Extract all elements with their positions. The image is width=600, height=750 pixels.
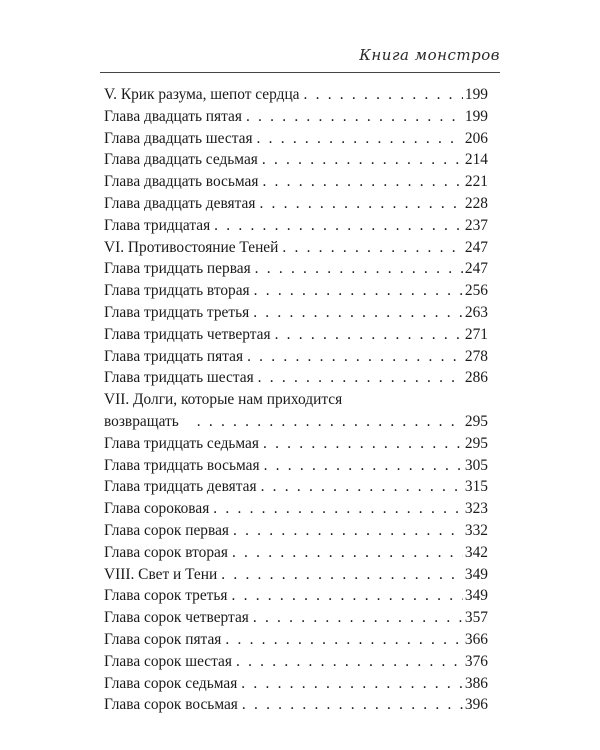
toc-entry-label: Глава сорок третья [104, 587, 228, 605]
toc-entry [104, 564, 488, 586]
toc-page-number: 332 [464, 521, 488, 539]
toc-page-number: 295 [464, 412, 488, 430]
toc-entry [104, 673, 488, 695]
toc-entry-label: Глава двадцать пятая [104, 107, 242, 125]
toc-entry-label: Глава двадцать девятая [104, 194, 256, 212]
toc-entry [104, 106, 488, 128]
toc-entry-label: Глава тридцать девятая [104, 478, 257, 496]
toc-page-number: 376 [464, 652, 488, 670]
toc-entry [104, 389, 488, 411]
toc-dot-leader [263, 433, 463, 455]
toc-page-number: 349 [464, 587, 488, 605]
toc-entry-label: VI. Противостояние Теней [104, 238, 279, 256]
toc-entry-label: Глава двадцать седьмая [104, 151, 258, 169]
toc-entry-label: Глава сорок вторая [104, 543, 228, 561]
toc-entry-label: VIII. Свет и Тени [104, 565, 218, 583]
toc-entry [104, 476, 488, 498]
toc-dot-leader [262, 171, 462, 193]
toc-entry [104, 694, 488, 716]
toc-page-number: 366 [464, 630, 488, 648]
toc-entry-label: Глава тридцать вторая [104, 282, 250, 300]
toc-entry-label: Глава двадцать восьмая [104, 173, 259, 191]
toc-dot-leader [255, 258, 463, 280]
toc-page-number: 386 [464, 674, 488, 692]
toc-page-number: 199 [464, 107, 488, 125]
header-rule [100, 72, 500, 73]
toc-entry-label: Глава сорок четвертая [104, 609, 249, 627]
toc-dot-leader [221, 564, 463, 586]
toc-entry-label: Глава тридцать седьмая [104, 434, 259, 452]
toc-page-number: 305 [464, 456, 488, 474]
toc-dot-leader [246, 106, 463, 128]
toc-page-number: 237 [464, 216, 488, 234]
toc-entry [104, 433, 488, 455]
toc-dot-leader [275, 324, 463, 346]
toc-entry-label: Глава двадцать шестая [104, 129, 253, 147]
toc-dot-leader [282, 237, 463, 259]
toc-entry-label: Глава сорок пятая [104, 630, 222, 648]
toc-dot-leader [254, 280, 463, 302]
toc-page-number: 286 [464, 369, 488, 387]
toc-dot-leader [261, 476, 463, 498]
toc-entry [104, 629, 488, 651]
toc-page-number: 263 [464, 303, 488, 321]
toc-entry [104, 302, 488, 324]
toc-dot-leader [233, 520, 463, 542]
toc-dot-leader [257, 128, 463, 150]
toc-entry [104, 607, 488, 629]
toc-entry-label: Глава тридцать первая [104, 260, 251, 278]
toc-page-number: 357 [464, 609, 488, 627]
toc-dot-leader [213, 498, 463, 520]
toc-dot-leader [253, 607, 463, 629]
toc-dot-leader [258, 367, 463, 389]
toc-entry [104, 215, 488, 237]
toc-dot-leader [259, 193, 462, 215]
running-head-title: Книга монстров [359, 46, 500, 64]
toc-entry [104, 585, 488, 607]
toc-entry-label: Глава тридцать шестая [104, 369, 254, 387]
toc-dot-leader [247, 346, 463, 368]
toc-page-number: 323 [464, 500, 488, 518]
toc-entry-label: Глава сороковая [104, 500, 210, 518]
toc-entry [104, 367, 488, 389]
toc-page-number: 199 [464, 86, 488, 103]
toc-dot-leader [264, 455, 463, 477]
toc-entry [104, 84, 488, 106]
toc-entry-label: Глава сорок восьмая [104, 696, 238, 714]
toc-entry-label: VII. Долги, которые нам приходится [104, 391, 343, 409]
toc-page-number: 315 [464, 478, 488, 496]
toc-dot-leader [304, 84, 463, 106]
toc-dot-leader [214, 215, 463, 237]
toc-entry [104, 237, 488, 259]
toc-entry [104, 455, 488, 477]
toc-entry-label: Глава тридцать четвертая [104, 325, 271, 343]
toc-dot-leader [197, 411, 463, 433]
toc-dot-leader [232, 585, 463, 607]
toc-page-number: 349 [464, 565, 488, 583]
toc-entry-label: Глава тридцать восьмая [104, 456, 260, 474]
toc-entry-label: Глава сорок первая [104, 521, 229, 539]
toc-entry-label: Глава тридцатая [104, 216, 211, 234]
toc-entry [104, 324, 488, 346]
toc-dot-leader [225, 629, 463, 651]
toc-page-number: 278 [464, 347, 488, 365]
toc-dot-leader [232, 542, 463, 564]
toc-page-number: 271 [464, 325, 488, 343]
toc-entry-label: Глава тридцать пятая [104, 347, 244, 365]
toc-entry [104, 128, 488, 150]
toc-dot-leader [262, 149, 463, 171]
toc-dot-leader [236, 651, 463, 673]
table-of-contents [104, 84, 488, 716]
toc-entry [104, 498, 488, 520]
toc-entry-label: V. Крик разума, шепот сердца [104, 86, 300, 103]
toc-entry [104, 280, 488, 302]
toc-entry [104, 651, 488, 673]
toc-dot-leader [241, 673, 463, 695]
toc-dot-leader [242, 694, 463, 716]
toc-page-number: 206 [464, 129, 488, 147]
toc-page-number: 396 [464, 696, 488, 714]
toc-page-number: 247 [464, 238, 488, 256]
toc-entry [104, 346, 488, 368]
toc-entry [104, 171, 488, 193]
toc-entry [104, 542, 488, 564]
toc-page-number: 256 [464, 282, 488, 300]
toc-page-number: 228 [464, 194, 488, 212]
toc-page-number: 247 [464, 260, 488, 278]
toc-dot-leader [253, 302, 463, 324]
toc-entry [104, 258, 488, 280]
toc-page-number: 214 [464, 151, 488, 169]
toc-entry [104, 149, 488, 171]
toc-entry [104, 520, 488, 542]
toc-page-number: 295 [464, 434, 488, 452]
toc-entry-label: возвращать [104, 412, 179, 430]
toc-entry-label: Глава тридцать третья [104, 303, 250, 321]
toc-entry [104, 193, 488, 215]
toc-entry-label: Глава сорок шестая [104, 652, 232, 670]
toc-entry-label: Глава сорок седьмая [104, 674, 238, 692]
toc-page-number: 221 [464, 173, 488, 191]
toc-entry [104, 411, 488, 433]
toc-page-number: 342 [464, 543, 488, 561]
